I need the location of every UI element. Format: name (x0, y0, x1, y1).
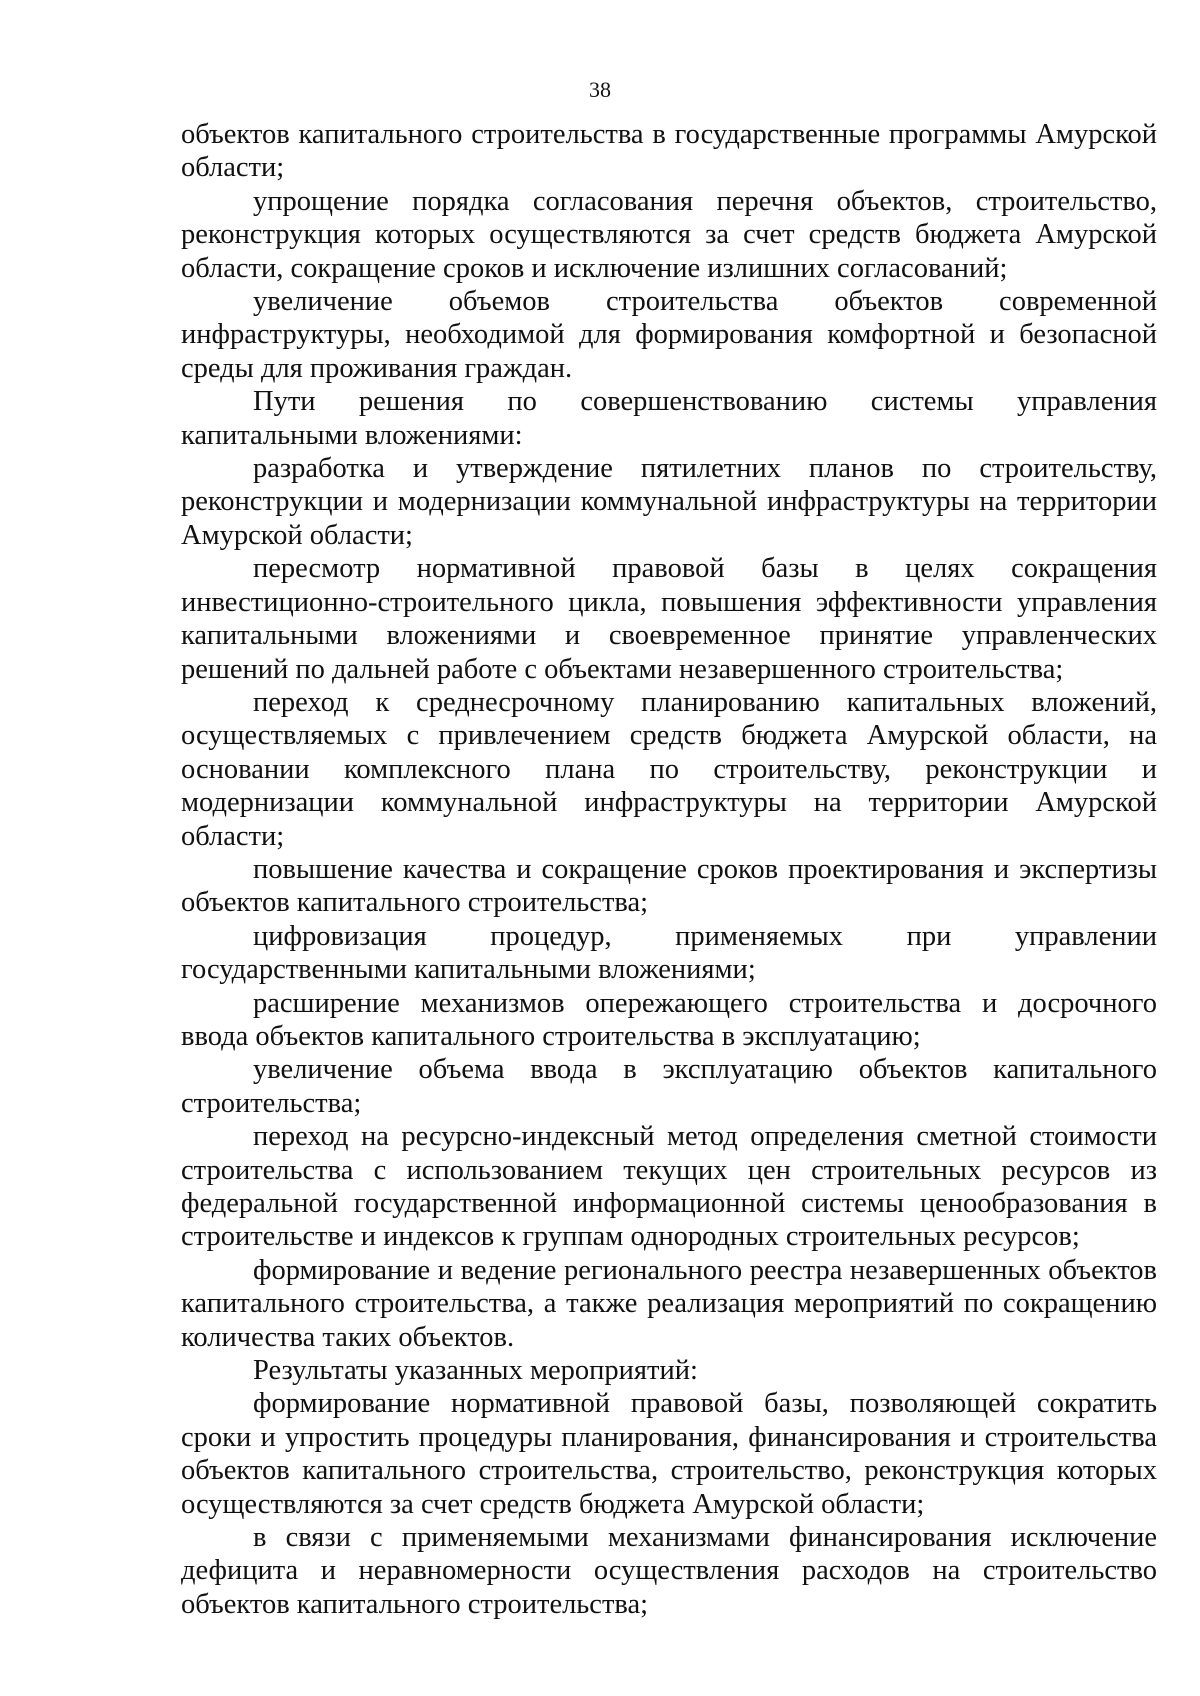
paragraph: увеличение объемов строительства объектов современной инфраструктуры, необходимой для формирования комфортной и безопасной среды для проживания граждан. (181, 286, 1157, 384)
paragraph-section-heading: Результаты указанных мероприятий: (253, 1355, 698, 1387)
paragraph: переход на ресурсно-индексный метод определения сметной стоимости строительства с использованием текущих цен строительных ресурсов из федеральной государственной информационной системы ценообразования в строительстве и индексов к группам однородных строительных ресурсов; (181, 1121, 1157, 1253)
paragraph: переход к среднесрочному планированию капитальных вложений, осуществляемых с привлечением средств бюджета Амурской области, на основании комплексного плана по строительству, реконструкции и модернизации коммунальной инфраструктуры на территории Амурской области; (181, 686, 1157, 852)
page-number: 38 (589, 77, 611, 102)
paragraph-section-heading: Пути решения по совершенствованию системы управления капитальными вложениями: (181, 386, 1157, 451)
paragraph: повышение качества и сокращение сроков проектирования и экспертизы объектов капитального строительства; (181, 853, 1157, 919)
paragraph: формирование нормативной правовой базы, позволяющей сократить сроки и упростить процедуры планирования, финансирования и строительства объектов капитального строительства, строительство, реконструкция которых осуществляются за счет средств бюджета Амурской области; (181, 1388, 1157, 1520)
paragraph: в связи с применяемыми механизмами финансирования исключение дефицита и неравномерности осуществления расходов на строительство объектов капитального строительства; (181, 1522, 1157, 1620)
paragraph: расширение механизмов опережающего строительства и досрочного ввода объектов капитального строительства в эксплуатацию; (181, 987, 1157, 1052)
paragraph: формирование и ведение регионального реестра незавершенных объектов капитального строительства, а также реализация мероприятий по сокращению количества таких объектов. (181, 1254, 1157, 1353)
paragraph: упрощение порядка согласования перечня объектов, строительство, реконструкция которых осуществляются за счет средств бюджета Амурской области, сокращение сроков и исключение излишних согласований; (181, 185, 1157, 284)
paragraph: разработка и утверждение пятилетних планов по строительству, реконструкции и модернизации коммунальной инфраструктуры на территории Амурской области; (181, 453, 1157, 551)
paragraph: увеличение объема ввода в эксплуатацию объектов капитального строительства; (181, 1054, 1157, 1119)
document-body (181, 118, 1157, 1621)
paragraph: пересмотр нормативной правовой базы в целях сокращения инвестиционно-строительного цикла, повышения эффективности управления капитальными вложениями и своевременное принятие управленческих решений по дальней работе с объектами незавершенного строительства; (181, 553, 1157, 685)
paragraph-continuation: объектов капитального строительства в государственные программы Амурской области; (181, 119, 1157, 184)
paragraph: цифровизация процедур, применяемых при управлении государственными капитальными вложениями; (181, 920, 1157, 986)
